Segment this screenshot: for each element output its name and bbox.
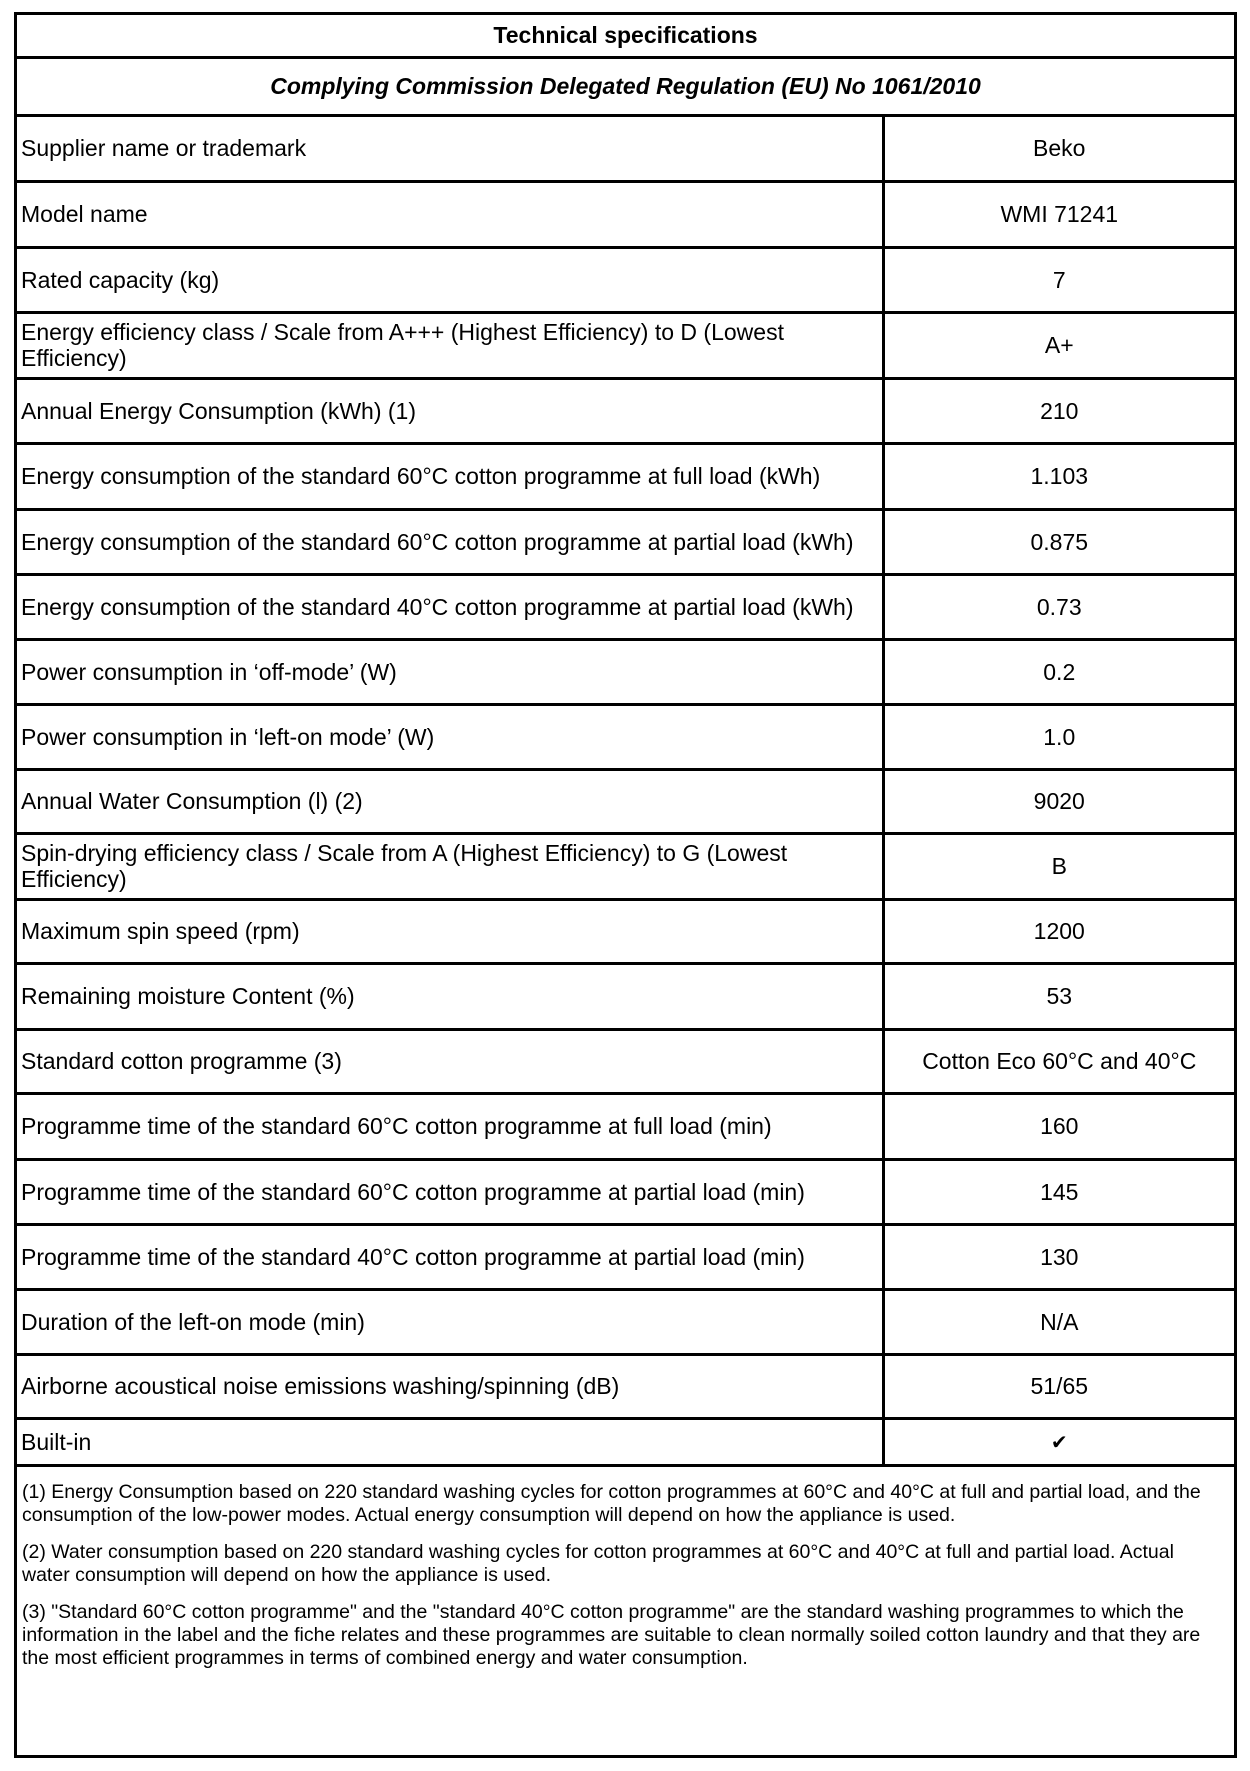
row-value: 0.875 — [883, 509, 1234, 574]
row-label: Power consumption in ‘left-on mode’ (W) — [17, 704, 883, 769]
row-label: Energy consumption of the standard 60°C cotton programme at full load (kWh) — [17, 443, 883, 509]
table-title: Technical specifications — [17, 15, 1234, 57]
table-row — [17, 115, 1234, 181]
row-label: Energy efficiency class / Scale from A+++ (Highest Efficiency) to D (Lowest Efficiency) — [17, 312, 883, 378]
table-row — [17, 1354, 1234, 1418]
footnote-3: (3) "Standard 60°C cotton programme" and the "standard 40°C cotton programme" are the standard washing programmes to which the information in the label and the fiche relates and these programmes are suitable to clean normally soiled cotton laundry and that they are the most efficient programmes in terms of combined energy and water consumption. — [22, 1600, 1201, 1669]
row-value: 1200 — [883, 899, 1234, 963]
table-subtitle: Complying Commission Delegated Regulation (EU) No 1061/2010 — [17, 57, 1234, 115]
table-row — [17, 1224, 1234, 1289]
row-value: WMI 71241 — [883, 181, 1234, 247]
table-row — [17, 443, 1234, 509]
row-value: 0.73 — [883, 574, 1234, 639]
table-row — [17, 1159, 1234, 1224]
row-value: 145 — [883, 1159, 1234, 1224]
row-label: Power consumption in ‘off-mode’ (W) — [17, 639, 883, 704]
table-row — [17, 1289, 1234, 1354]
row-label: Remaining moisture Content (%) — [17, 963, 883, 1029]
table-row — [17, 704, 1234, 769]
row-value: A+ — [883, 312, 1234, 378]
table-row — [17, 1418, 1234, 1465]
row-label: Model name — [17, 181, 883, 247]
table-row — [17, 833, 1234, 899]
row-value: 7 — [883, 247, 1234, 312]
footnote-2: (2) Water consumption based on 220 standard washing cycles for cotton programmes at 60°C and 40°C at full and partial load. Actual water consumption will depend on how the appliance is used. — [22, 1540, 1174, 1586]
table-row — [17, 509, 1234, 574]
row-label: Spin-drying efficiency class / Scale from A (Highest Efficiency) to G (Lowest Efficiency) — [17, 833, 883, 899]
spec-table — [17, 15, 1234, 1684]
subtitle-row — [17, 57, 1234, 115]
table-row — [17, 247, 1234, 312]
table-row — [17, 1029, 1234, 1093]
notes-row — [17, 1465, 1234, 1684]
row-value: N/A — [883, 1289, 1234, 1354]
row-label: Supplier name or trademark — [17, 115, 883, 181]
row-label: Rated capacity (kg) — [17, 247, 883, 312]
row-label: Energy consumption of the standard 40°C cotton programme at partial load (kWh) — [17, 574, 883, 639]
row-label: Maximum spin speed (rpm) — [17, 899, 883, 963]
row-label: Built-in — [17, 1418, 883, 1465]
table-row — [17, 899, 1234, 963]
row-label: Programme time of the standard 60°C cotton programme at full load (min) — [17, 1093, 883, 1159]
row-value: 1.0 — [883, 704, 1234, 769]
row-label: Airborne acoustical noise emissions washing/spinning (dB) — [17, 1354, 883, 1418]
table-row — [17, 181, 1234, 247]
row-value: 0.2 — [883, 639, 1234, 704]
row-value: 1.103 — [883, 443, 1234, 509]
row-value: 9020 — [883, 769, 1234, 833]
table-row — [17, 312, 1234, 378]
row-value: 53 — [883, 963, 1234, 1029]
row-label: Programme time of the standard 40°C cotton programme at partial load (min) — [17, 1224, 883, 1289]
table-row — [17, 378, 1234, 443]
title-row — [17, 15, 1234, 57]
row-label: Annual Water Consumption (l) (2) — [17, 769, 883, 833]
footnotes — [17, 1467, 1234, 1670]
table-row — [17, 1093, 1234, 1159]
row-value: 160 — [883, 1093, 1234, 1159]
table-row — [17, 963, 1234, 1029]
row-value: Beko — [883, 115, 1234, 181]
footnote-1: (1) Energy Consumption based on 220 standard washing cycles for cotton programmes at 60°C and 40°C at full and partial load, and the consumption of the low-power modes. Actual energy consumption will depend on how the appliance is used. — [22, 1480, 1201, 1526]
spec-sheet — [14, 12, 1237, 1758]
row-value: Cotton Eco 60°C and 40°C — [883, 1029, 1234, 1093]
row-label: Standard cotton programme (3) — [17, 1029, 883, 1093]
table-row — [17, 769, 1234, 833]
row-value: 130 — [883, 1224, 1234, 1289]
row-label: Duration of the left-on mode (min) — [17, 1289, 883, 1354]
row-label: Energy consumption of the standard 60°C cotton programme at partial load (kWh) — [17, 509, 883, 574]
checkmark-icon: ✔ — [1050, 1431, 1068, 1454]
row-value: 210 — [883, 378, 1234, 443]
row-label: Annual Energy Consumption (kWh) (1) — [17, 378, 883, 443]
row-label: Programme time of the standard 60°C cotton programme at partial load (min) — [17, 1159, 883, 1224]
table-row — [17, 639, 1234, 704]
table-row — [17, 574, 1234, 639]
row-value: 51/65 — [883, 1354, 1234, 1418]
row-value: B — [883, 833, 1234, 899]
